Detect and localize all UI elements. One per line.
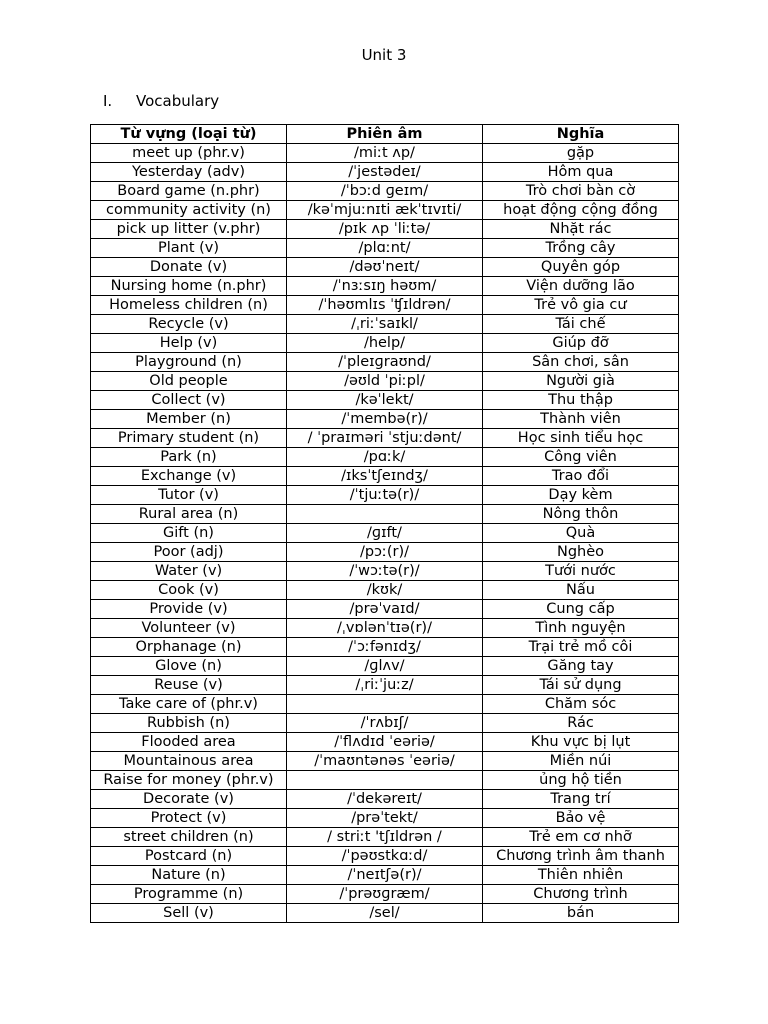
cell-meaning: Trồng cây [483, 239, 679, 258]
table-row [91, 277, 679, 296]
table-row [91, 410, 679, 429]
cell-word: Donate (v) [91, 258, 287, 277]
cell-pronunciation: /prəˈtekt/ [287, 809, 483, 828]
cell-word: Collect (v) [91, 391, 287, 410]
cell-meaning: Trại trẻ mồ côi [483, 638, 679, 657]
cell-word: Nursing home (n.phr) [91, 277, 287, 296]
column-header-pronunciation: Phiên âm [287, 125, 483, 144]
table-row [91, 790, 679, 809]
table-row [91, 543, 679, 562]
cell-pronunciation: /ˈmaʊntənəs ˈeəriə/ [287, 752, 483, 771]
cell-meaning: Nghèo [483, 543, 679, 562]
cell-pronunciation: /ˈbɔːd ɡeɪm/ [287, 182, 483, 201]
table-row [91, 448, 679, 467]
cell-word: Tutor (v) [91, 486, 287, 505]
cell-meaning: Cung cấp [483, 600, 679, 619]
cell-meaning: Bảo vệ [483, 809, 679, 828]
cell-pronunciation: /ˌriːˈjuːz/ [287, 676, 483, 695]
cell-meaning: Thành viên [483, 410, 679, 429]
cell-word: Help (v) [91, 334, 287, 353]
cell-pronunciation: /ˈjestədeɪ/ [287, 163, 483, 182]
cell-word: Nature (n) [91, 866, 287, 885]
table-row [91, 315, 679, 334]
cell-pronunciation [287, 771, 483, 790]
table-header-row [91, 125, 679, 144]
column-header-word: Từ vựng (loại từ) [91, 125, 287, 144]
cell-pronunciation: /ˈflʌdɪd ˈeəriə/ [287, 733, 483, 752]
table-row [91, 372, 679, 391]
table-row [91, 714, 679, 733]
section-heading [103, 91, 219, 111]
cell-word: Rubbish (n) [91, 714, 287, 733]
table-row [91, 391, 679, 410]
table-row [91, 429, 679, 448]
cell-pronunciation: /ˈtjuːtə(r)/ [287, 486, 483, 505]
cell-pronunciation: /ˈpleɪɡraʊnd/ [287, 353, 483, 372]
cell-meaning: Thiên nhiên [483, 866, 679, 885]
cell-word: Postcard (n) [91, 847, 287, 866]
cell-meaning: Trẻ em cơ nhỡ [483, 828, 679, 847]
cell-word: Protect (v) [91, 809, 287, 828]
cell-pronunciation: /plɑːnt/ [287, 239, 483, 258]
cell-word: Homeless children (n) [91, 296, 287, 315]
cell-pronunciation: /ˈɔːfənɪdʒ/ [287, 638, 483, 657]
cell-meaning: ủng hộ tiền [483, 771, 679, 790]
cell-pronunciation: /ˈrʌbɪʃ/ [287, 714, 483, 733]
cell-meaning: gặp [483, 144, 679, 163]
cell-word: street children (n) [91, 828, 287, 847]
table-row [91, 505, 679, 524]
cell-meaning: hoạt động cộng đồng [483, 201, 679, 220]
cell-word: Old people [91, 372, 287, 391]
table-row [91, 638, 679, 657]
cell-word: Exchange (v) [91, 467, 287, 486]
cell-word: Rural area (n) [91, 505, 287, 524]
vocabulary-table [90, 124, 679, 923]
cell-pronunciation: /ɡlʌv/ [287, 657, 483, 676]
cell-meaning: Học sinh tiểu học [483, 429, 679, 448]
cell-pronunciation: /help/ [287, 334, 483, 353]
cell-pronunciation: /ˌriːˈsaɪkl/ [287, 315, 483, 334]
cell-pronunciation: /ɪksˈtʃeɪndʒ/ [287, 467, 483, 486]
cell-pronunciation: /pɔː(r)/ [287, 543, 483, 562]
cell-pronunciation: /prəˈvaɪd/ [287, 600, 483, 619]
cell-pronunciation: /pɪk ʌp ˈliːtə/ [287, 220, 483, 239]
cell-pronunciation: / ˈpraɪməri ˈstjuːdənt/ [287, 429, 483, 448]
section-title: Vocabulary [136, 92, 220, 110]
table-row [91, 866, 679, 885]
cell-word: Raise for money (phr.v) [91, 771, 287, 790]
cell-meaning: Trẻ vô gia cư [483, 296, 679, 315]
cell-meaning: Trò chơi bàn cờ [483, 182, 679, 201]
cell-word: Board game (n.phr) [91, 182, 287, 201]
table-row [91, 809, 679, 828]
cell-word: Sell (v) [91, 904, 287, 923]
cell-meaning: Trang trí [483, 790, 679, 809]
cell-meaning: Tái chế [483, 315, 679, 334]
cell-pronunciation: /ɡɪft/ [287, 524, 483, 543]
cell-pronunciation: / striːt 'tʃɪldrən / [287, 828, 483, 847]
table-row [91, 619, 679, 638]
table-row [91, 258, 679, 277]
table-row [91, 239, 679, 258]
table-row [91, 657, 679, 676]
cell-word: Cook (v) [91, 581, 287, 600]
table-row [91, 847, 679, 866]
table-row [91, 353, 679, 372]
cell-pronunciation: /miːt ʌp/ [287, 144, 483, 163]
cell-pronunciation [287, 695, 483, 714]
cell-word: Member (n) [91, 410, 287, 429]
cell-pronunciation [287, 505, 483, 524]
table-row [91, 752, 679, 771]
cell-word: meet up (phr.v) [91, 144, 287, 163]
table-row [91, 562, 679, 581]
vocabulary-table-body [91, 144, 679, 923]
cell-word: community activity (n) [91, 201, 287, 220]
cell-meaning: Tình nguyện [483, 619, 679, 638]
cell-pronunciation: /ˌvɒlənˈtɪə(r)/ [287, 619, 483, 638]
cell-meaning: Chăm sóc [483, 695, 679, 714]
table-row [91, 828, 679, 847]
table-row [91, 220, 679, 239]
cell-word: Playground (n) [91, 353, 287, 372]
cell-word: Yesterday (adv) [91, 163, 287, 182]
cell-pronunciation: /kʊk/ [287, 581, 483, 600]
cell-word: Plant (v) [91, 239, 287, 258]
cell-meaning: Viện dưỡng lão [483, 277, 679, 296]
cell-word: Decorate (v) [91, 790, 287, 809]
table-row [91, 467, 679, 486]
cell-meaning: Giúp đỡ [483, 334, 679, 353]
cell-word: pick up litter (v.phr) [91, 220, 287, 239]
cell-meaning: Người già [483, 372, 679, 391]
cell-meaning: Dạy kèm [483, 486, 679, 505]
cell-meaning: Tái sử dụng [483, 676, 679, 695]
table-row [91, 163, 679, 182]
cell-pronunciation: /kəˈlekt/ [287, 391, 483, 410]
cell-meaning: bán [483, 904, 679, 923]
cell-word: Reuse (v) [91, 676, 287, 695]
table-row [91, 733, 679, 752]
cell-pronunciation: /ˈdekəreɪt/ [287, 790, 483, 809]
cell-meaning: Khu vực bị lụt [483, 733, 679, 752]
cell-word: Programme (n) [91, 885, 287, 904]
table-row [91, 676, 679, 695]
cell-pronunciation: /ˈmembə(r)/ [287, 410, 483, 429]
cell-meaning: Trao đổi [483, 467, 679, 486]
cell-pronunciation: /ˈpəʊstkɑːd/ [287, 847, 483, 866]
cell-meaning: Tưới nước [483, 562, 679, 581]
cell-word: Gift (n) [91, 524, 287, 543]
cell-pronunciation: /ˈneɪtʃə(r)/ [287, 866, 483, 885]
cell-pronunciation: /ˈnɜːsɪŋ həʊm/ [287, 277, 483, 296]
cell-word: Mountainous area [91, 752, 287, 771]
table-row [91, 885, 679, 904]
cell-meaning: Hôm qua [483, 163, 679, 182]
cell-word: Provide (v) [91, 600, 287, 619]
cell-meaning: Quà [483, 524, 679, 543]
table-row [91, 144, 679, 163]
cell-pronunciation: /pɑːk/ [287, 448, 483, 467]
table-row [91, 201, 679, 220]
cell-meaning: Quyên góp [483, 258, 679, 277]
column-header-meaning: Nghĩa [483, 125, 679, 144]
cell-pronunciation: /əʊld ˈpiːpl/ [287, 372, 483, 391]
cell-pronunciation: /kəˈmjuːnɪti ækˈtɪvɪti/ [287, 201, 483, 220]
cell-word: Water (v) [91, 562, 287, 581]
cell-pronunciation: /dəʊˈneɪt/ [287, 258, 483, 277]
table-row [91, 600, 679, 619]
cell-meaning: Rác [483, 714, 679, 733]
table-row [91, 486, 679, 505]
cell-meaning: Nông thôn [483, 505, 679, 524]
cell-word: Primary student (n) [91, 429, 287, 448]
table-row [91, 296, 679, 315]
table-row [91, 182, 679, 201]
section-number: I. [103, 92, 113, 110]
cell-meaning: Nấu [483, 581, 679, 600]
table-row [91, 771, 679, 790]
cell-word: Glove (n) [91, 657, 287, 676]
cell-word: Recycle (v) [91, 315, 287, 334]
cell-word: Park (n) [91, 448, 287, 467]
cell-meaning: Công viên [483, 448, 679, 467]
table-row [91, 581, 679, 600]
table-row [91, 334, 679, 353]
cell-meaning: Chương trình âm thanh [483, 847, 679, 866]
cell-pronunciation: /ˈprəʊɡræm/ [287, 885, 483, 904]
cell-word: Poor (adj) [91, 543, 287, 562]
cell-meaning: Sân chơi, sân [483, 353, 679, 372]
cell-meaning: Miền núi [483, 752, 679, 771]
table-row [91, 695, 679, 714]
document-title: Unit 3 [361, 46, 407, 64]
cell-pronunciation: /ˈwɔːtə(r)/ [287, 562, 483, 581]
cell-word: Volunteer (v) [91, 619, 287, 638]
cell-meaning: Chương trình [483, 885, 679, 904]
cell-meaning: Nhặt rác [483, 220, 679, 239]
table-row [91, 904, 679, 923]
cell-word: Take care of (phr.v) [91, 695, 287, 714]
cell-word: Flooded area [91, 733, 287, 752]
cell-pronunciation: /ˈhəʊmlɪs ˈʧɪldrən/ [287, 296, 483, 315]
cell-pronunciation: /sel/ [287, 904, 483, 923]
cell-meaning: Găng tay [483, 657, 679, 676]
cell-word: Orphanage (n) [91, 638, 287, 657]
table-row [91, 524, 679, 543]
cell-meaning: Thu thập [483, 391, 679, 410]
